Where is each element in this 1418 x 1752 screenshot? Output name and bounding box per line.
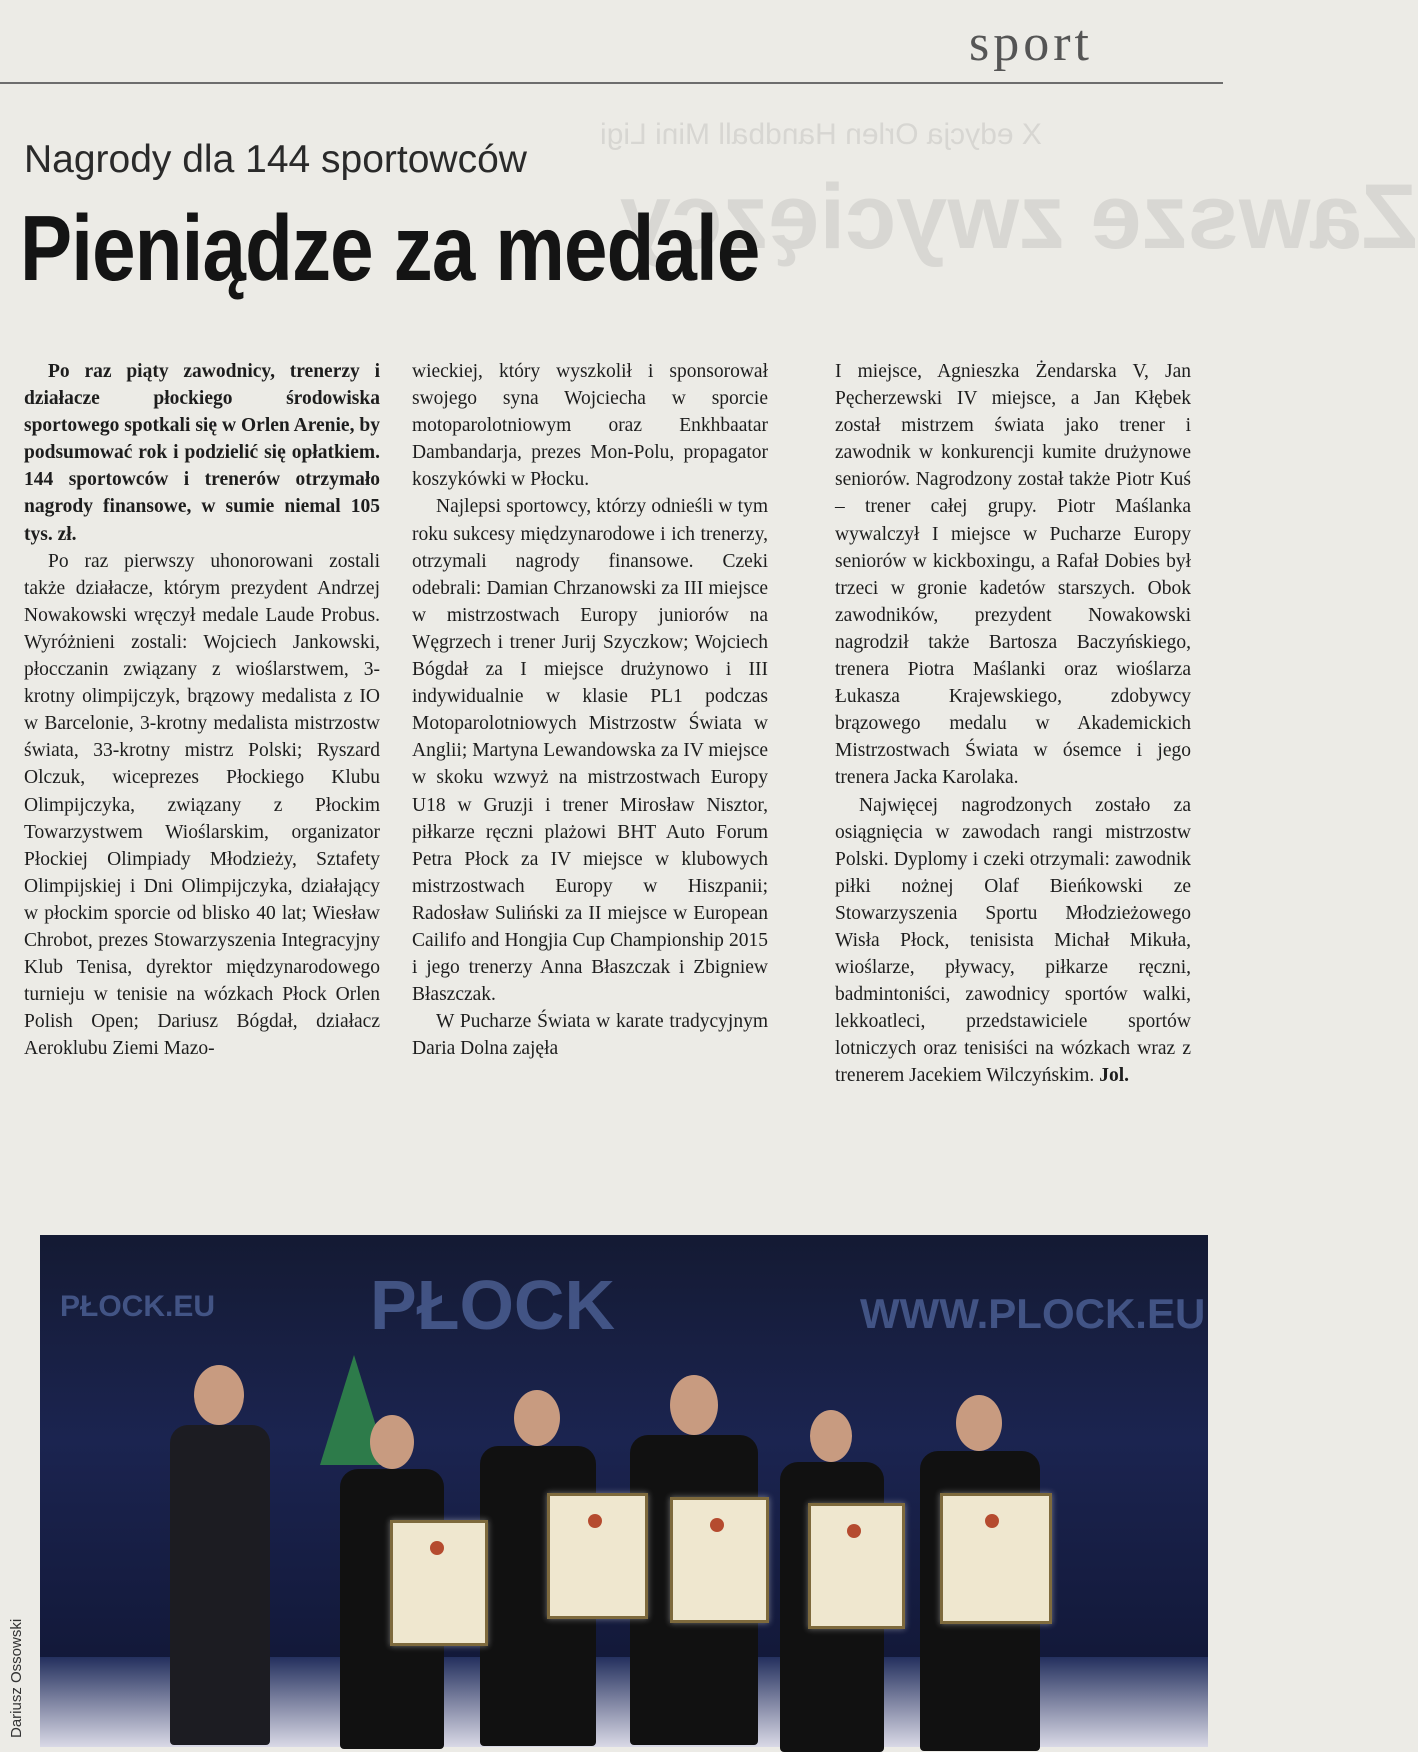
article-paragraph-text: Najwięcej nagrodzonych zostało za osiągnięcia w zawodach rangi mistrzostw Polski. Dyplomy i czeki otrzymali: zawodnik piłki nożnej Olaf Bieńkowski ze Stowarzyszenia Sportu Młodzieżowego Wisła Płock, tenisista Michał Mikuła, wioślarze, pływacy, piłkarze ręczni, badmintoniści, zawodnicy sportów walki, lekkoatleci, przedstawiciele sportów lotniczych oraz tenisiści na wózkach wraz z trenerem Jacekiem Wilczyńskim.: [835, 794, 1191, 1087]
article-photo: [40, 1235, 1208, 1747]
article-column-1: [24, 358, 380, 1062]
article-lead: Po raz piąty zawodnicy, trenerzy i działacze płockiego środowiska sportowego spotkali się w Orlen Arenie, by podsumować rok i podzielić się opłatkiem. 144 sportowców i trenerów otrzymało nagrody finansowe, w sumie niemal 105 tys. zł.: [24, 361, 380, 545]
article-paragraph: Po raz pierwszy uhonorowani zostali także działacze, którym prezydent Andrzej Nowakowski wręczył medale Laude Probus. Wyróżnieni zostali: Wojciech Jankowski, płocczanin związany z wioślarstwem, 3-krotny olimpijczyk, brązowy medalista z IO w Barcelonie, 3-krotny medalista mistrzostw świata, 33-krotny mistrz Polski; Ryszard Olczuk, wiceprezes Płockiego Klubu Olimpijczyka, związany z Płockim Towarzystwem Wioślarskim, organizator Płockiej Olimpiady Młodzieży, Sztafety Olimpijskiej i Dni Olimpijczyka, działający w płockim sporcie od blisko 40 lat; Wiesław Chrobot, prezes Stowarzyszenia Integracyjny Klub Tenisa, dyrektor międzynarodowego turnieju w tenisie na wózkach Płock Orlen Polish Open; Dariusz Bógdał, działacz Aeroklubu Ziemi Mazo-: [24, 550, 380, 1060]
diploma: [808, 1503, 905, 1629]
article-paragraph: wieckiej, który wyszkolił i sponsorował swojego syna Wojciecha w sporcie motoparolotniowym oraz Enkhbaatar Dambandarja, prezes Mon-Polu, propagator koszykówki w Płocku.: [412, 361, 768, 491]
top-rule: [0, 82, 1223, 84]
article-column-2: [412, 358, 768, 1062]
article-headline: Pieniądze za medale: [20, 196, 760, 300]
article-paragraph: W Pucharze Świata w karate tradycyjnym Daria Dolna zajęła: [412, 1011, 768, 1060]
diploma: [390, 1520, 488, 1646]
article-kicker: Nagrody dla 144 sportowców: [24, 138, 527, 181]
screen-text-left: PŁOCK.EU: [60, 1290, 216, 1323]
photo-credit: Dariusz Ossowski: [8, 1618, 25, 1738]
bleed-through-title: Zawsze zwycięzcy: [620, 166, 1418, 268]
article-column-3: [835, 358, 1191, 1090]
section-tag: sport: [959, 14, 1103, 73]
diploma: [670, 1497, 769, 1623]
diploma: [940, 1493, 1052, 1624]
article-paragraph: [835, 792, 1191, 1090]
screen-text-center: PŁOCK: [370, 1266, 615, 1344]
bleed-through-subtitle: X edycja Orlen Handball Mini Ligi: [600, 118, 1042, 151]
diploma: [547, 1493, 648, 1619]
screen-text-right: WWW.PLOCK.EU: [860, 1290, 1206, 1337]
article-paragraph: I miejsce, Agnieszka Żendarska V, Jan Pęcherzewski IV miejsce, a Jan Kłębek został mistrzem świata jako trener i zawodnik w konkurencji kumite drużynowe seniorów. Nagrodzony został także Piotr Kuś – trener całej grupy. Piotr Maślanka wywalczył I miejsce w Pucharze Europy seniorów w kickboxingu, a Rafał Dobies był trzeci w gronie kadetów starszych. Obok zawodników, prezydent Nowakowski nagrodził także Bartosza Baczyńskiego, trenera Piotra Maślanki oraz wioślarza Łukasza Krajewskiego, zdobywcy brązowego medalu w Akademickich Mistrzostwach Świata w ósemce i jego trenera Jacka Karolaka.: [835, 361, 1191, 789]
article-paragraph: Najlepsi sportowcy, którzy odnieśli w tym roku sukcesy międzynarodowe i ich trenerzy, otrzymali nagrody finansowe. Czeki odebrali: Damian Chrzanowski za III miejsce w mistrzostwach Europy juniorów na Węgrzech i trener Jurij Szyczkow; Wojciech Bógdał za I miejsce drużynowo i III indywidualnie w klasie PL1 podczas Motoparolotniowych Mistrzostw Świata w Anglii; Martyna Lewandowska za IV miejsce w skoku wzwyż na mistrzostwach Europy U18 w Gruzji i trener Mirosław Nisztor, piłkarze ręczni plażowi BHT Auto Forum Petra Płock za IV miejsce w klubowych mistrzostwach Europy w Hiszpanii; Radosław Suliński za II miejsce w European Cailifo and Hongjia Cup Championship 2015 i jego trenerzy Anna Błaszczak i Zbigniew Błaszczak.: [412, 496, 768, 1006]
author-signature: Jol.: [1099, 1065, 1129, 1087]
